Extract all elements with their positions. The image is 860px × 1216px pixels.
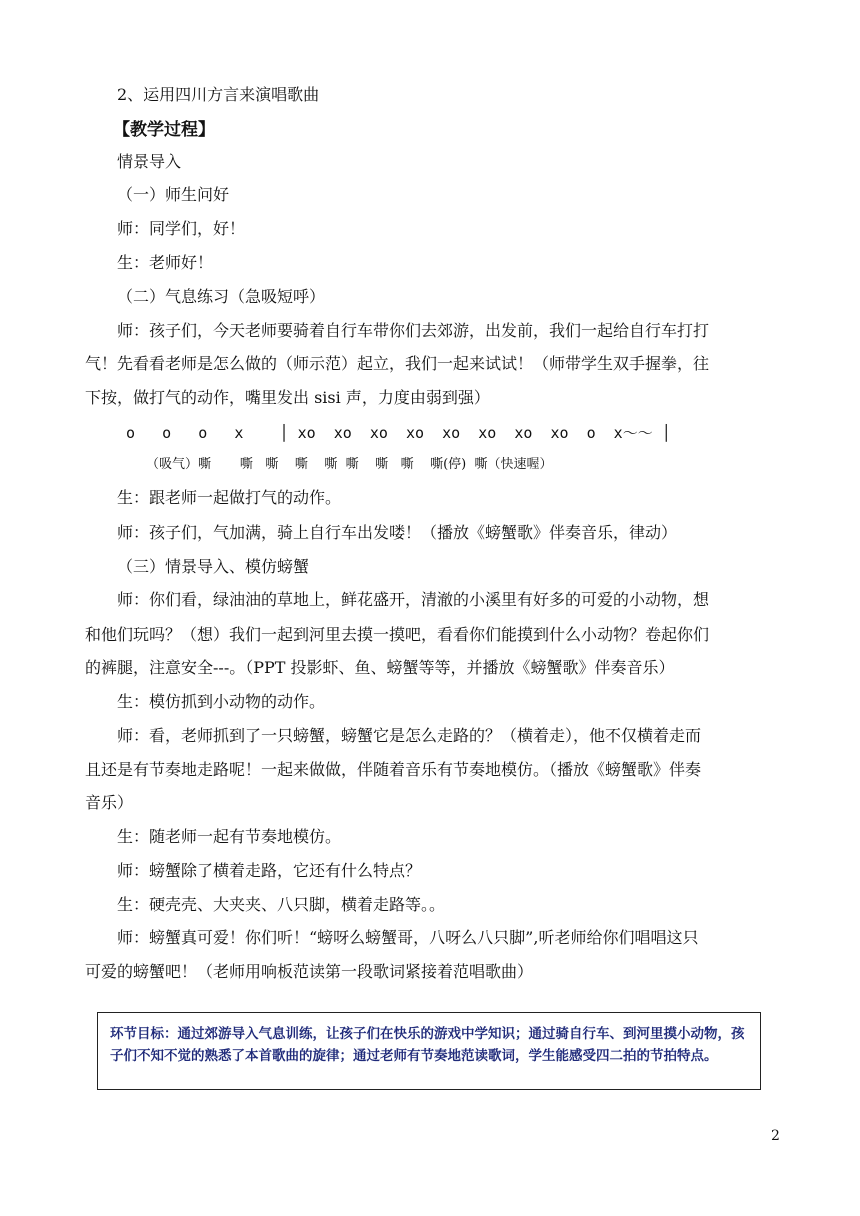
goal-text: 环节目标：通过郊游导入气息训练，让孩子们在快乐的游戏中学知识；通过骑自行车、到河里摸小动物，孩子们不知不觉的熟悉了本首歌曲的旋律；通过老师有节奏地范读歌词，学生能感受四二拍的节拍特点。: [110, 1026, 745, 1064]
text-line: 生：老师好！: [117, 253, 214, 272]
rhythm-notation: o o o x │ xo xo xo xo xo xo xo xo o x～～ │: [126, 424, 671, 442]
text-line: 且还是有节奏地走路呢！一起来做做，伴随着音乐有节奏地模仿。（播放《螃蟹歌》伴奏: [85, 760, 702, 779]
text-line: 的裤腿，注意安全---。（PPT 投影虾、鱼、螃蟹等等，并播放《螃蟹歌》伴奏音乐）: [85, 658, 675, 677]
goal-box: [97, 1012, 761, 1090]
text-line: 生：跟老师一起做打气的动作。: [117, 488, 342, 507]
text-line: 师：孩子们，今天老师要骑着自行车带你们去郊游，出发前，我们一起给自行车打打: [117, 321, 710, 340]
text-line: （二）气息练习（急吸短呼）: [117, 287, 326, 306]
page-number: 2: [771, 1128, 780, 1144]
text-line: 师：你们看，绿油油的草地上，鲜花盛开，清澈的小溪里有好多的可爱的小动物，想: [117, 590, 710, 609]
text-line: 师：孩子们，气加满，骑上自行车出发喽！（播放《螃蟹歌》伴奏音乐，律动）: [117, 523, 678, 542]
text-line: （三）情景导入、模仿螃蟹: [117, 557, 310, 576]
text-line: 师：同学们，好！: [117, 219, 246, 238]
text-line: 生：硬壳壳、大夹夹、八只脚，横着走路等。。: [117, 895, 446, 914]
text-line: 师：螃蟹真可爱！你们听！“螃呀么螃蟹哥，八呀么八只脚”,听老师给你们唱唱这只: [117, 928, 699, 947]
text-line: 生：随老师一起有节奏地模仿。: [117, 827, 342, 846]
section-heading: 【教学过程】: [113, 120, 215, 140]
text-line: 情景导入: [117, 152, 182, 171]
text-line: 可爱的螃蟹吧！（老师用响板范读第一段歌词紧接着范唱歌曲）: [85, 962, 534, 981]
text-line: 音乐）: [85, 793, 134, 812]
text-line: 和他们玩吗？（想）我们一起到河里去摸一摸吧，看看你们能摸到什么小动物？卷起你们: [85, 625, 710, 644]
text-line: 下按，做打气的动作，嘴里发出 sisi 声，力度由弱到强）: [85, 388, 490, 407]
text-line: 师：螃蟹除了横着走路，它还有什么特点？: [117, 861, 422, 880]
text-line: 师：看，老师抓到了一只螃蟹，螃蟹它是怎么走路的？（横着走），他不仅横着走而: [117, 726, 702, 745]
text-line: 2、运用四川方言来演唱歌曲: [117, 85, 320, 104]
rhythm-syllables: （吸气）嘶 嘶 嘶 嘶 嘶 嘶 嘶 嘶 嘶(停) 嘶（快速喔）: [146, 457, 553, 472]
text-line: 气！先看看老师是怎么做的（师示范）起立，我们一起来试试！（师带学生双手握拳，往: [85, 354, 710, 373]
text-line: （一）师生问好: [117, 185, 230, 204]
text-line: 生：模仿抓到小动物的动作。: [117, 692, 326, 711]
